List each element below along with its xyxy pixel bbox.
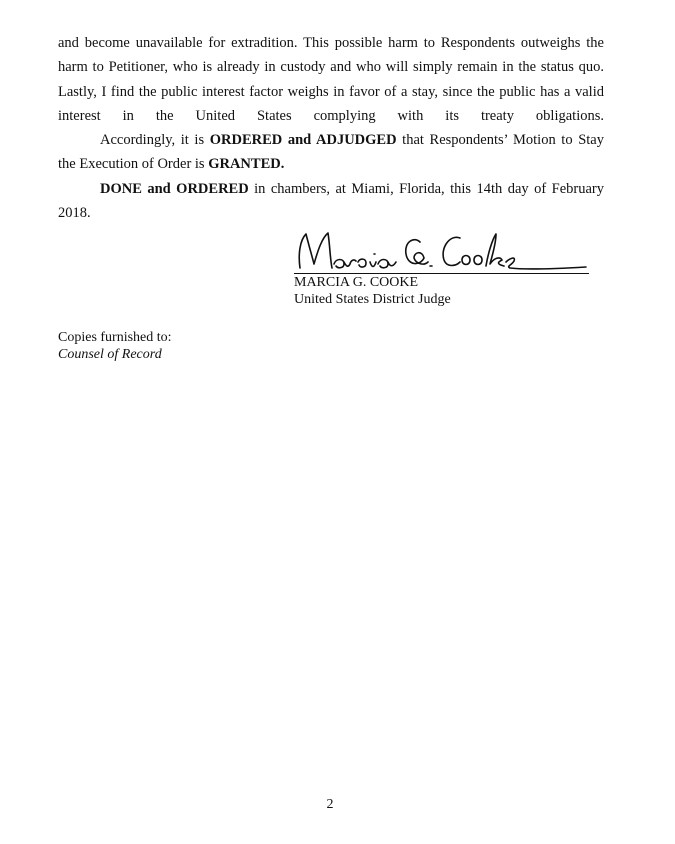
handwritten-signature (290, 224, 590, 280)
granted-text: GRANTED. (208, 156, 285, 173)
paragraph-harm-analysis (58, 31, 604, 128)
copies-recipient: Counsel of Record (58, 347, 162, 362)
done-ordered-rest-text: in chambers, at Miami, Florida, this 14th day of February 2018. (58, 180, 605, 222)
paragraph-harm-analysis-text: and become unavailable for extradition. This possible harm to Respondents outweighs the harm to Petitioner, who is already in custody and who will simply remain in the status quo. Lastly, I find the public interest factor weighs in favor of a stay, since the public has a valid interest in the United States complying with its treaty obligations. (58, 35, 604, 124)
order-mid-text: that Respondents’ Motion to Stay the Execution of Order is (58, 132, 604, 173)
order-body (58, 31, 604, 225)
signature-block (290, 224, 590, 314)
paragraph-order (58, 128, 604, 177)
copies-label: Copies furnished to: (58, 330, 172, 345)
judge-name: MARCIA G. COOKE (294, 275, 419, 290)
paragraph-done-ordered (58, 177, 604, 226)
done-ordered-text: DONE and ORDERED (100, 180, 249, 197)
order-lead-text: Accordingly, it is (100, 132, 210, 149)
ordered-adjudged-text: ORDERED and ADJUDGED (209, 132, 397, 149)
judge-title: United States District Judge (294, 292, 451, 307)
page-number: 2 (326, 797, 334, 812)
copies-furnished (58, 329, 172, 363)
